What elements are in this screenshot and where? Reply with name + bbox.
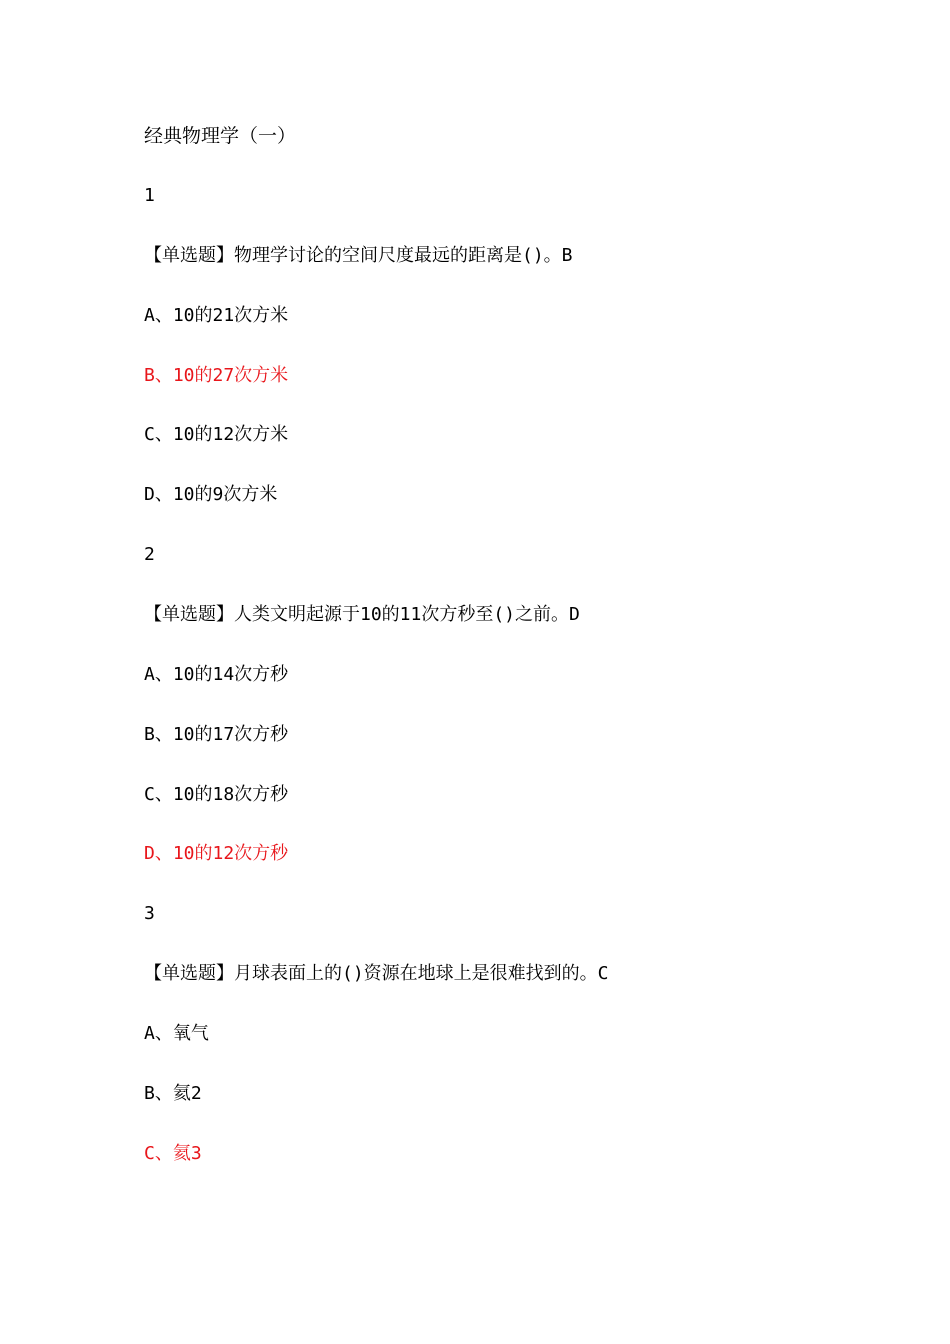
option-a: A、10的14次方秒 [144,664,289,685]
option-d-correct: D、10的12次方秒 [144,843,289,864]
option-b-correct: B、10的27次方米 [144,365,289,386]
question-number: 3 [144,903,155,924]
option-a: A、10的21次方米 [144,305,289,326]
document-title: 经典物理学（一） [144,125,297,147]
option-c: C、10的18次方秒 [144,784,289,805]
question-number: 1 [144,185,155,206]
option-d: D、10的9次方米 [144,484,278,505]
option-b: B、氦2 [144,1083,202,1104]
option-a: A、氧气 [144,1023,209,1044]
option-c: C、10的12次方米 [144,424,289,445]
question-number: 2 [144,544,155,565]
question-stem: 【单选题】月球表面上的()资源在地球上是很难找到的。C [144,963,609,984]
option-b: B、10的17次方秒 [144,724,289,745]
option-c-correct: C、氦3 [144,1143,202,1164]
question-stem: 【单选题】物理学讨论的空间尺度最远的距离是()。B [144,245,573,266]
question-stem: 【单选题】人类文明起源于10的11次方秒至()之前。D [144,604,580,625]
